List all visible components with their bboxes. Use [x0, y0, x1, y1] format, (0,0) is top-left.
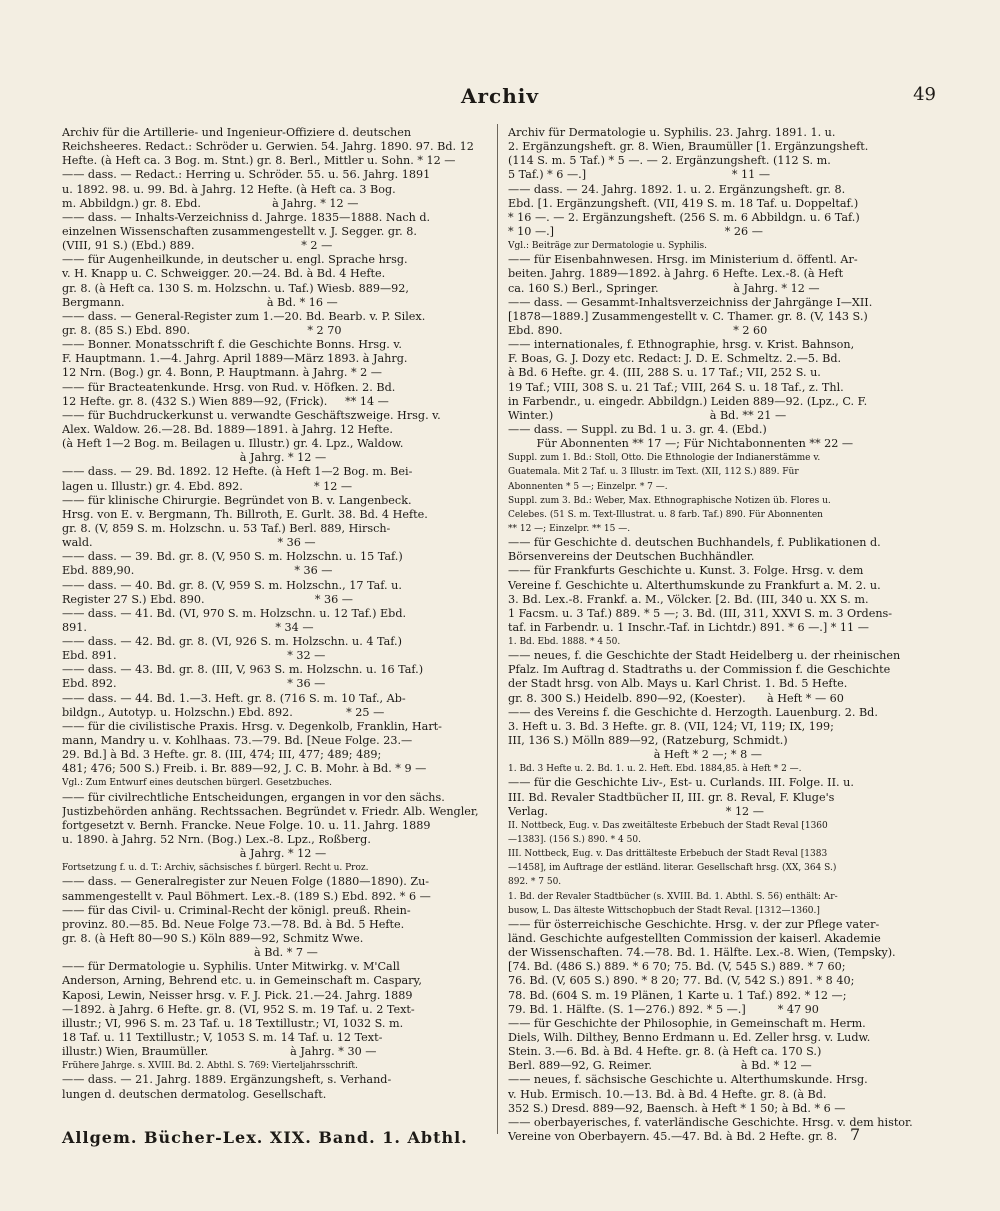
text-line: —— des Vereins f. die Geschichte d. Herzogth. Lauenburg. 2. Bd. [508, 705, 878, 719]
text-line: Bergmann. à Bd. * 16 — [62, 295, 338, 309]
text-line: Anderson, Arning, Behrend etc. u. in Gemeinschaft m. Caspary, [62, 974, 422, 988]
text-line: 19 Taf.; VIII, 308 S. u. 21 Taf.; VIII, 264 S. u. 18 Taf., z. Thl. [508, 380, 844, 394]
text-line: fortgesetzt v. Bernh. Francke. Neue Folge. 10. u. 11. Jahrg. 1889 [62, 818, 431, 832]
text-line: ca. 160 S.) Berl., Springer. à Jahrg. * 12 — [508, 281, 820, 295]
text-line: lungen d. deutschen dermatolog. Gesellschaft. [62, 1087, 327, 1101]
text-line: Berl. 889—92, G. Reimer. à Bd. * 12 — [508, 1059, 812, 1073]
text-line: ** 12 —; Einzelpr. ** 15 —. [508, 523, 631, 534]
text-line: 1. Bd. der Revaler Stadtbücher (s. XVIII. Bd. 1. Abthl. S. 56) enthält: Ar- [508, 891, 838, 902]
text-line: —— dass. — Inhalts-Verzeichniss d. Jahrge. 1835—1888. Nach d. [62, 210, 431, 224]
text-line: —— für Augenheilkunde, in deutscher u. engl. Sprache hrsg. [62, 253, 408, 267]
text-line: illustr.) Wien, Braumüller. à Jahrg. * 30 — [62, 1045, 377, 1059]
text-line: bildgn., Autotyp. u. Holzschn.) Ebd. 892. * 25 — [62, 705, 385, 719]
text-line: gr. 8. (à Heft 80—90 S.) Köln 889—92, Schmitz Wwe. [62, 932, 364, 946]
text-line: II. Nottbeck, Eug. v. Das zweitälteste Erbebuch der Stadt Reval [1360 [508, 820, 828, 831]
text-line: 78. Bd. (604 S. m. 19 Plänen, 1 Karte u. 1 Taf.) 892. * 12 —; [508, 988, 847, 1002]
text-line: provinz. 80.—85. Bd. Neue Folge 73.—78. Bd. à Bd. 5 Hefte. [62, 917, 405, 931]
page-header [0, 84, 1000, 114]
text-line: 1 Facsm. u. 3 Taf.) 889. * 5 —; 3. Bd. (III, 311, XXVI S. m. 3 Ordens- [508, 606, 893, 620]
text-line: 29. Bd.] à Bd. 3 Hefte. gr. 8. (III, 474; III, 477; 489; 489; [62, 748, 382, 762]
text-line: —— dass. — Redact.: Herring u. Schröder. 55. u. 56. Jahrg. 1891 [62, 168, 431, 182]
text-line: Justizbehörden anhäng. Rechtssachen. Begründet v. Friedr. Alb. Wengler, [62, 804, 479, 818]
text-line: Ebd. 892. * 36 — [62, 677, 326, 691]
text-line: —1383]. (156 S.) 890. * 4 50. [508, 835, 641, 846]
text-line: (à Heft 1—2 Bog. m. Beilagen u. Illustr.) gr. 4. Lpz., Waldow. [62, 437, 404, 451]
text-line: taf. in Farbendr. u. 1 Inschr.-Taf. in Lichtdr.) 891. * 6 —.] * 11 — [508, 620, 869, 634]
text-line: Vgl.: Zum Entwurf eines deutschen bürgerl. Gesetzbuches. [62, 778, 332, 789]
text-line: —1458], im Auftrage der estländ. literar. Gesellschaft hrsg. (XX, 364 S.) [508, 863, 837, 874]
text-line: Kaposi, Lewin, Neisser hrsg. v. F. J. Pick. 21.—24. Jahrg. 1889 [62, 988, 413, 1002]
text-line: —— für Geschichte der Philosophie, in Gemeinschaft m. Herm. [508, 1016, 866, 1030]
text-line: —— dass. — General-Register zum 1.—20. Bd. Bearb. v. P. Silex. [62, 309, 426, 323]
text-line: —— für das Civil- u. Criminal-Recht der königl. preuß. Rhein- [62, 903, 411, 917]
signature-line: Allgem. Bücher-Lex. XIX. Band. 1. Abthl. [62, 1128, 468, 1147]
text-line: Pfalz. Im Auftrag d. Stadtraths u. der Commission f. die Geschichte [508, 663, 891, 677]
text-line: Vereine von Oberbayern. 45.—47. Bd. à Bd. 2 Hefte. gr. 8. [508, 1129, 838, 1143]
text-line: 12 Nrn. (Bog.) gr. 4. Bonn, P. Hauptmann. à Jahrg. * 2 — [62, 366, 382, 380]
text-line: Register 27 S.) Ebd. 890. * 36 — [62, 592, 353, 606]
text-line: F. Boas, G. J. Dozy etc. Redact: J. D. E. Schmeltz. 2.—5. Bd. [508, 352, 842, 366]
text-line: III, 136 S.) Mölln 889—92, (Ratzeburg, Schmidt.) [508, 734, 788, 748]
text-line: —— für österreichische Geschichte. Hrsg. v. der zur Pflege vater- [508, 917, 880, 931]
text-line: Ebd. 889,90. * 36 — [62, 564, 333, 578]
text-line: einzelnen Wissenschaften zusammengestellt v. J. Segger. gr. 8. [62, 224, 417, 238]
text-line: mann, Mandry u. v. Kohlhaas. 73.—79. Bd. [Neue Folge. 23.— [62, 734, 413, 748]
text-line: à Heft * 2 —; * 8 — [508, 748, 762, 762]
text-line: v. Hub. Ermisch. 10.—13. Bd. à Bd. 4 Hefte. gr. 8. (à Bd. [508, 1087, 827, 1101]
text-line: 5 Taf.) * 6 —.] * 11 — [508, 168, 771, 182]
text-line: Diels, Wilh. Dilthey, Benno Erdmann u. Ed. Zeller hrsg. v. Ludw. [508, 1031, 871, 1044]
text-line: à Jahrg. * 12 — [62, 451, 327, 465]
right-column [508, 126, 950, 1144]
text-line: 1. Bd. 3 Hefte u. 2. Bd. 1. u. 2. Heft. Ebd. 1884,85. à Heft * 2 —. [508, 764, 802, 775]
text-line: Guatemala. Mit 2 Taf. u. 3 Illustr. im Text. (XII, 112 S.) 889. Für [508, 467, 799, 478]
text-line: gr. 8. (85 S.) Ebd. 890. * 2 70 [62, 323, 342, 337]
text-line: —— dass. — 24. Jahrg. 1892. 1. u. 2. Ergänzungsheft. gr. 8. [508, 182, 846, 196]
text-line: [1878—1889.] Zusammengestellt v. C. Thamer. gr. 8. (V, 143 S.) [508, 309, 868, 323]
text-line: Börsenvereins der Deutschen Buchhändler. [508, 550, 755, 564]
page-number: 49 [913, 84, 936, 105]
text-line: (114 S. m. 5 Taf.) * 5 —. — 2. Ergänzungsheft. (112 S. m. [508, 154, 831, 168]
text-line: m. Abbildgn.) gr. 8. Ebd. à Jahrg. * 12 — [62, 196, 359, 210]
text-line: —— für Bracteatenkunde. Hrsg. von Rud. v. Höfken. 2. Bd. [62, 380, 396, 394]
text-line: Stein. 3.—6. Bd. à Bd. 4 Hefte. gr. 8. (à Heft ca. 170 S.) [508, 1045, 822, 1059]
text-line: —— Bonner. Monatsschrift f. die Geschichte Bonns. Hrsg. v. [62, 338, 402, 352]
text-line: länd. Geschichte aufgestellten Commission der kaiserl. Akademie [508, 932, 881, 946]
text-line: 18 Taf. u. 11 Textillustr.; V, 1053 S. m. 14 Taf. u. 12 Text- [62, 1031, 383, 1044]
text-line: —— dass. — 29. Bd. 1892. 12 Hefte. (à Heft 1—2 Bog. m. Bei- [62, 465, 413, 479]
text-line: —— für civilrechtliche Entscheidungen, ergangen in vor den sächs. [62, 790, 445, 804]
text-line: —— oberbayerisches, f. vaterländische Geschichte. Hrsg. v. dem histor. [508, 1115, 913, 1129]
text-line: 1. Bd. Ebd. 1888. * 4 50. [508, 637, 621, 648]
text-line: (VIII, 91 S.) (Ebd.) 889. * 2 — [62, 239, 333, 253]
text-line: à Bd. * 7 — [62, 946, 318, 960]
text-line: Vgl.: Beiträge zur Dermatologie u. Syphilis. [508, 241, 707, 252]
text-line: illustr.; VI, 996 S. m. 23 Taf. u. 18 Textillustr.; VI, 1032 S. m. [62, 1016, 404, 1030]
text-line: —— für Buchdruckerkunst u. verwandte Geschäftszweige. Hrsg. v. [62, 408, 441, 422]
text-line: —— für die Geschichte Liv-, Est- u. Curlands. III. Folge. II. u. [508, 776, 854, 790]
text-line: —— für klinische Chirurgie. Begründet von B. v. Langenbeck. [62, 493, 412, 507]
running-head: Archiv [461, 84, 539, 108]
text-line: gr. 8. (V, 859 S. m. Holzschn. u. 53 Taf.) Berl. 889, Hirsch- [62, 521, 391, 535]
text-line: Hefte. (à Heft ca. 3 Bog. m. Stnt.) gr. 8. Berl., Mittler u. Sohn. * 12 — [62, 154, 456, 168]
text-line: —— für Eisenbahnwesen. Hrsg. im Ministerium d. öffentl. Ar- [508, 253, 858, 267]
text-line: —— internationales, f. Ethnographie, hrsg. v. Krist. Bahnson, [508, 338, 855, 352]
text-line: —1892. à Jahrg. 6 Hefte. gr. 8. (VI, 952 S. m. 19 Taf. u. 2 Text- [62, 1002, 415, 1016]
text-line: Ebd. 890. * 2 60 [508, 323, 768, 337]
text-line: —— dass. — Gesammt-Inhaltsverzeichniss der Jahrgänge I—XII. [508, 295, 873, 309]
text-line: [74. Bd. (486 S.) 889. * 6 70; 75. Bd. (V, 545 S.) 889. * 7 60; [508, 960, 846, 974]
left-column [62, 126, 488, 1102]
text-line: gr. 8. 300 S.) Heidelb. 890—92, (Koester). à Heft * — 60 [508, 691, 844, 705]
text-line: Suppl. zum 3. Bd.: Weber, Max. Ethnographische Notizen üb. Flores u. [508, 495, 831, 506]
text-line: Für Abonnenten ** 17 —; Für Nichtabonnenten ** 22 — [508, 437, 854, 451]
text-line: —— neues, f. sächsische Geschichte u. Alterthumskunde. Hrsg. [508, 1073, 868, 1087]
text-line: Frühere Jahrge. s. XVIII. Bd. 2. Abthl. S. 769: Vierteljahrsschrift. [62, 1061, 358, 1072]
text-line: busow, L. Das älteste Wittschopbuch der Stadt Reval. [1312—1360.] [508, 905, 820, 916]
text-line: à Bd. 6 Hefte. gr. 4. (III, 288 S. u. 17 Taf.; VII, 252 S. u. [508, 366, 821, 380]
text-line: Hrsg. von E. v. Bergmann, Th. Billroth, E. Gurlt. 38. Bd. 4 Hefte. [62, 507, 428, 521]
text-line: 891. * 34 — [62, 620, 314, 634]
text-line: —— dass. — Generalregister zur Neuen Folge (1880—1890). Zu- [62, 875, 430, 889]
text-line: * 10 —.] * 26 — [508, 224, 763, 238]
text-line: —— dass. — 44. Bd. 1.—3. Heft. gr. 8. (716 S. m. 10 Taf., Ab- [62, 691, 406, 705]
text-line: —— dass. — 43. Bd. gr. 8. (III, V, 963 S. m. Holzschn. u. 16 Taf.) [62, 663, 424, 677]
text-line: à Jahrg. * 12 — [62, 847, 327, 861]
text-line: Celebes. (51 S. m. Text-Illustrat. u. 8 farb. Taf.) 890. Für Abonnenten [508, 509, 823, 520]
text-line: Winter.) à Bd. ** 21 — [508, 408, 787, 422]
text-line: Vereine f. Geschichte u. Alterthumskunde zu Frankfurt a. M. 2. u. [508, 578, 881, 592]
text-line: III. Bd. Revaler Stadtbücher II, III. gr. 8. Reval, F. Kluge's [508, 790, 835, 804]
text-line: 3. Heft u. 3. Bd. 3 Hefte. gr. 8. (VII, 124; VI, 119; IX, 199; [508, 719, 834, 733]
text-line: der Stadt hrsg. von Alb. Mays u. Karl Christ. 1. Bd. 5 Hefte. [508, 677, 848, 691]
text-line: —— neues, f. die Geschichte der Stadt Heidelberg u. der rheinischen [508, 649, 901, 663]
text-line: gr. 8. (à Heft ca. 130 S. m. Holzschn. u. Taf.) Wiesb. 889—92, [62, 281, 409, 295]
text-line: Archiv für Dermatologie u. Syphilis. 23. Jahrg. 1891. 1. u. [508, 126, 836, 139]
text-line: 352 S.) Dresd. 889—92, Baensch. à Heft * 1 50; à Bd. * 6 — [508, 1101, 846, 1115]
text-line: beiten. Jahrg. 1889—1892. à Jahrg. 6 Hefte. Lex.-8. (à Heft [508, 267, 844, 281]
text-line: Suppl. zum 1. Bd.: Stoll, Otto. Die Ethnologie der Indianerstämme v. [508, 453, 821, 464]
text-line: —— dass. — Suppl. zu Bd. 1 u. 3. gr. 4. (Ebd.) [508, 422, 767, 436]
text-line: Verlag. * 12 — [508, 804, 764, 818]
text-line: sammengestellt v. Paul Böhmert. Lex.-8. (189 S.) Ebd. 892. * 6 — [62, 889, 431, 903]
sheet-number: 7 [850, 1125, 861, 1144]
text-line: —— dass. — 40. Bd. gr. 8. (V, 959 S. m. Holzschn., 17 Taf. u. [62, 578, 402, 592]
text-line: —— für Dermatologie u. Syphilis. Unter Mitwirkg. v. M'Call [62, 960, 400, 974]
text-line: III. Nottbeck, Eug. v. Das drittälteste Erbebuch der Stadt Reval [1383 [508, 849, 828, 860]
text-line: wald. * 36 — [62, 536, 316, 550]
text-line: Abonnenten * 5 —; Einzelpr. * 7 —. [508, 481, 668, 492]
text-line: Archiv für die Artillerie- und Ingenieur-Offiziere d. deutschen [62, 126, 412, 139]
text-line: u. 1892. 98. u. 99. Bd. à Jahrg. 12 Hefte. (à Heft ca. 3 Bog. [62, 182, 396, 196]
text-line: —— dass. — 39. Bd. gr. 8. (V, 950 S. m. Holzschn. u. 15 Taf.) [62, 550, 403, 564]
text-line: —— für die civilistische Praxis. Hrsg. v. Degenkolb, Franklin, Hart- [62, 719, 442, 733]
text-line: F. Hauptmann. 1.—4. Jahrg. April 1889—März 1893. à Jahrg. [62, 352, 408, 366]
text-line: in Farbendr., u. eingedr. Abbildgn.) Leiden 889—92. (Lpz., C. F. [508, 394, 868, 408]
text-line: Ebd. [1. Ergänzungsheft. (VII, 419 S. m. 18 Taf. u. Doppeltaf.) [508, 196, 859, 210]
text-line: 79. Bd. 1. Hälfte. (S. 1—276.) 892. * 5 —.] * 47 90 [508, 1002, 819, 1016]
column-divider [497, 124, 498, 1134]
text-line: 2. Ergänzungsheft. gr. 8. Wien, Braumüller [1. Ergänzungsheft. [508, 140, 869, 154]
text-line: lagen u. Illustr.) gr. 4. Ebd. 892. * 12 — [62, 479, 353, 493]
text-line: —— dass. — 21. Jahrg. 1889. Ergänzungsheft, s. Verhand- [62, 1073, 392, 1087]
text-line: der Wissenschaften. 74.—78. Bd. 1. Hälfte. Lex.-8. Wien, (Tempsky). [508, 946, 896, 960]
text-line: 76. Bd. (V, 605 S.) 890. * 8 20; 77. Bd. (V, 542 S.) 891. * 8 40; [508, 974, 855, 988]
text-line: 12 Hefte. gr. 8. (432 S.) Wien 889—92, (Frick). ** 14 — [62, 394, 389, 408]
text-line: 481; 476; 500 S.) Freib. i. Br. 889—92, J. C. B. Mohr. à Bd. * 9 — [62, 762, 427, 776]
text-line: 3. Bd. Lex.-8. Frankf. a. M., Völcker. [2. Bd. (III, 340 u. XX S. m. [508, 592, 869, 606]
text-line: Reichsheeres. Redact.: Schröder u. Gerwien. 54. Jahrg. 1890. 97. Bd. 12 [62, 140, 474, 154]
text-line: * 16 —. — 2. Ergänzungsheft. (256 S. m. 6 Abbildgn. u. 6 Taf.) [508, 210, 860, 224]
text-line: Alex. Waldow. 26.—28. Bd. 1889—1891. à Jahrg. 12 Hefte. [62, 422, 393, 436]
text-line: —— für Geschichte d. deutschen Buchhandels, f. Publikationen d. [508, 536, 881, 550]
text-line: u. 1890. à Jahrg. 52 Nrn. (Bog.) Lex.-8. Lpz., Roßberg. [62, 833, 371, 847]
text-line: —— dass. — 42. Bd. gr. 8. (VI, 926 S. m. Holzschn. u. 4 Taf.) [62, 635, 402, 649]
text-line: v. H. Knapp u. C. Schweigger. 20.—24. Bd. à Bd. 4 Hefte. [62, 267, 386, 281]
text-line: Ebd. 891. * 32 — [62, 649, 326, 663]
text-line: —— dass. — 41. Bd. (VI, 970 S. m. Holzschn. u. 12 Taf.) Ebd. [62, 606, 407, 620]
text-line: —— für Frankfurts Geschichte u. Kunst. 3. Folge. Hrsg. v. dem [508, 564, 864, 578]
text-line: 892. * 7 50. [508, 877, 562, 888]
text-line: Fortsetzung f. u. d. T.: Archiv, sächsisches f. bürgerl. Recht u. Proz. [62, 863, 369, 874]
